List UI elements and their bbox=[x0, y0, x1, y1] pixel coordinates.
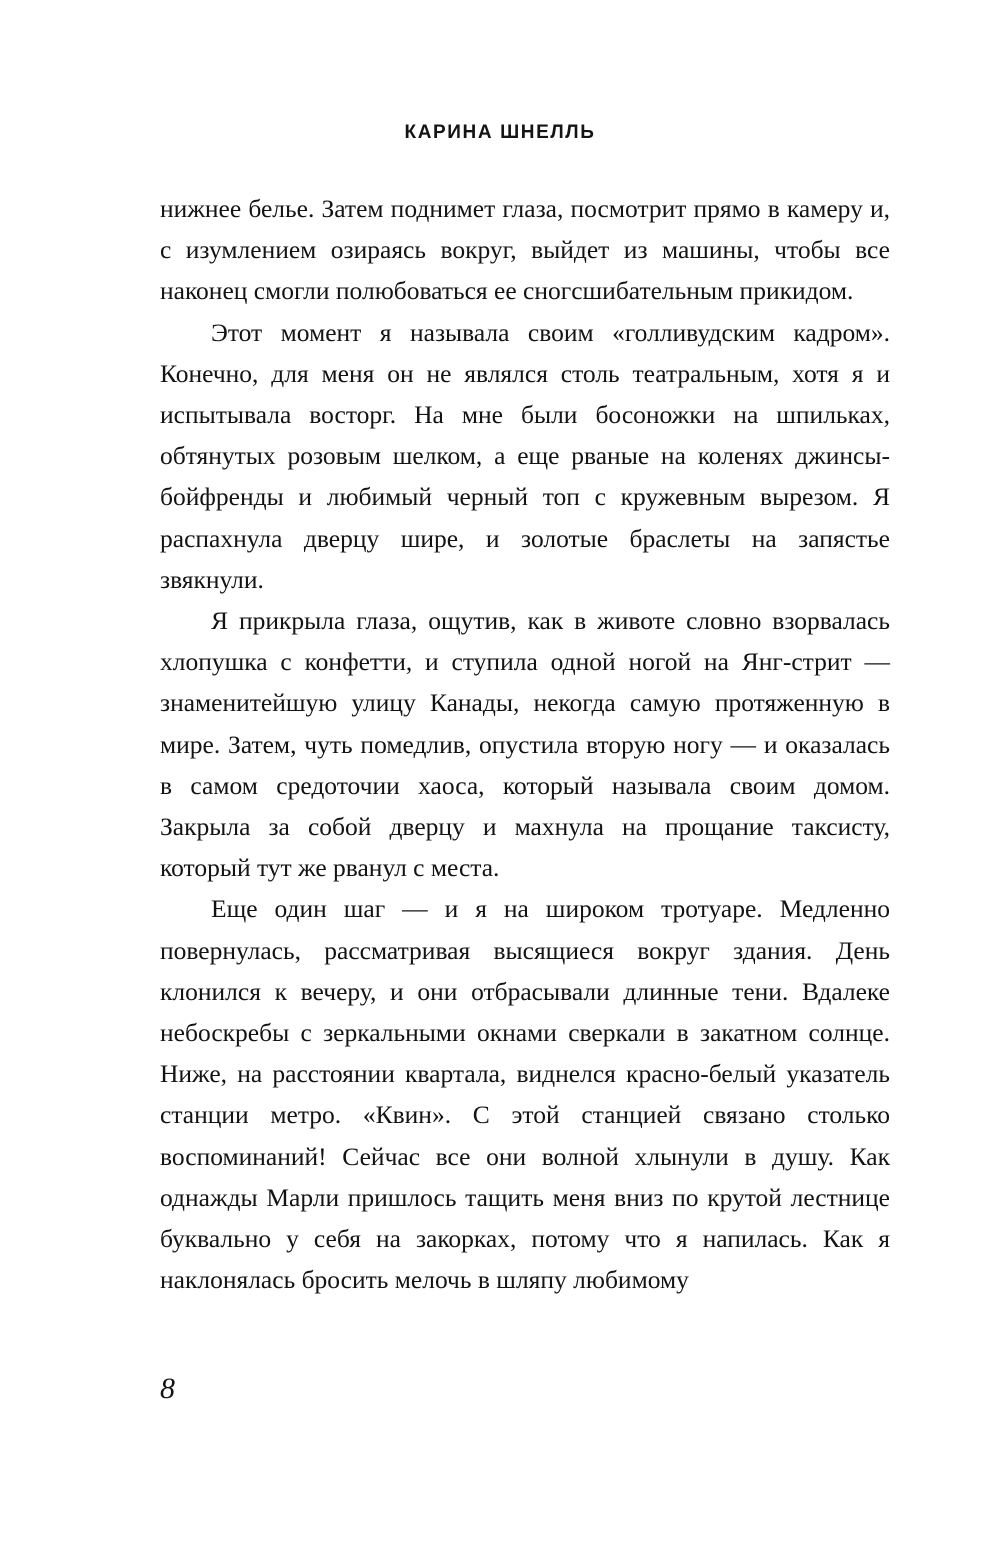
paragraph: Я прикрыла глаза, ощутив, как в животе словно взорвалась хлопушка с конфетти, и ступила одной ногой на Янг-стрит — знаменитейшую улицу Канады, некогда самую протяженную в мире. Затем, чуть помедлив, опустила вторую ногу — и оказалась в самом средоточии хаоса, который называла своим домом. Закрыла за собой дверцу и махнула на прощание таксисту, который тут же рванул с места. bbox=[160, 606, 890, 883]
page-number: 8 bbox=[160, 1372, 175, 1405]
body-text bbox=[160, 188, 890, 1300]
running-head: КАРИНА ШНЕЛЛЬ bbox=[404, 122, 596, 143]
paragraph: Этот момент я называла своим «голливудским кадром». Конечно, для меня он не являлся столь театральным, хотя я и испытывала восторг. На мне были босоножки на шпильках, обтянутых розовым шелком, а еще рваные на коленях джинсы-бойфренды и любимый черный топ с кружевным вырезом. Я распахнула дверцу шире, и золотые браслеты на запястье звякнули. bbox=[160, 317, 890, 594]
paragraph: Еще один шаг — и я на широком тротуаре. Медленно повернулась, рассматривая высящиеся вокруг здания. День клонился к вечеру, и они отбрасывали длинные тени. Вдалеке небоскребы с зеркальными окнами сверкали в закатном солнце. Ниже, на расстоянии квартала, виднелся красно-белый указатель станции метро. «Квин». С этой станцией связано столько воспоминаний! Сейчас все они волной хлынули в душу. Как однажды Марли пришлось тащить меня вниз по крутой лестнице буквально у себя на закорках, потому что я напилась. Как я наклонялась бросить мелочь в шляпу любимому bbox=[160, 894, 890, 1295]
paragraph: нижнее белье. Затем поднимет глаза, посмотрит прямо в камеру и, с изумлением озираясь вокруг, выйдет из машины, чтобы все наконец смогли полюбоваться ее сногсшибательным прикидом. bbox=[160, 194, 890, 306]
